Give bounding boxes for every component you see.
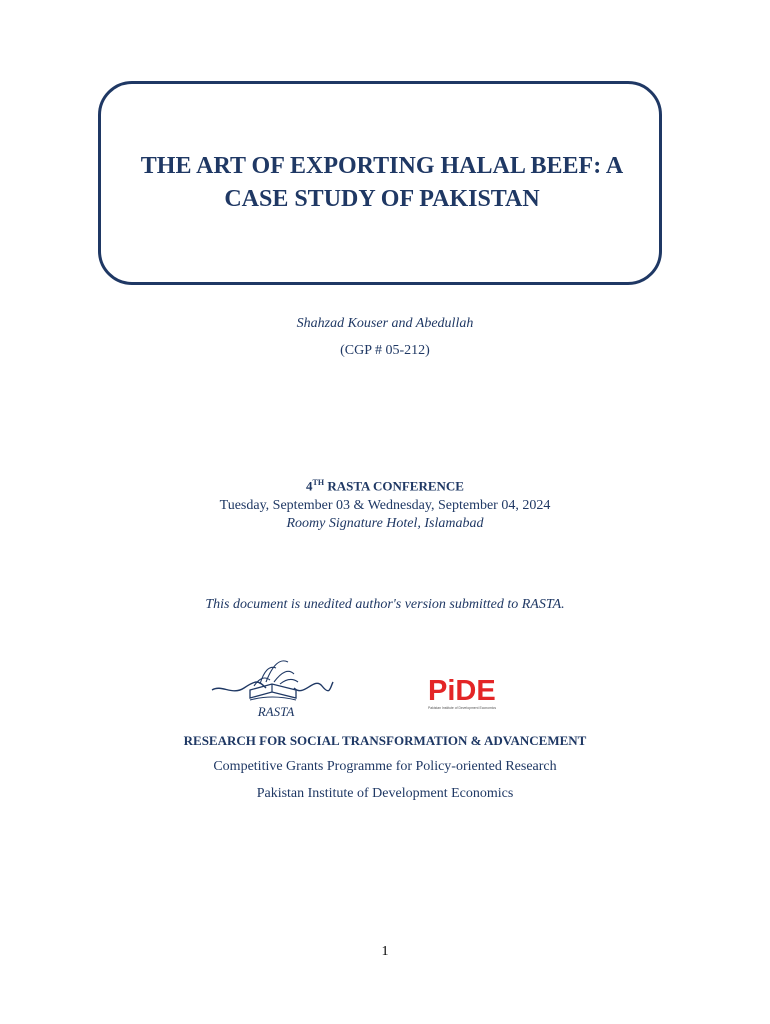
conference-venue: Roomy Signature Hotel, Islamabad	[286, 516, 484, 531]
rasta-logo	[210, 654, 335, 720]
conference-ordinal-number: 4	[306, 478, 313, 494]
organization-name: RESEARCH FOR SOCIAL TRANSFORMATION & ADVANCEMENT	[183, 733, 587, 748]
institute-name: Pakistan Institute of Development Economics	[256, 786, 514, 801]
conference-ordinal-suffix: TH	[312, 478, 325, 487]
rasta-logo-text: RASTA	[257, 704, 295, 719]
conference-title	[0, 478, 770, 494]
programme-name: Competitive Grants Programme for Policy-oriented Research	[213, 759, 557, 774]
conference-dates: Tuesday, September 03 & Wednesday, September 04, 2024	[219, 498, 551, 513]
authors: Shahzad Kouser and Abedullah	[296, 316, 474, 331]
pide-logo	[426, 672, 504, 712]
pide-logo-subtitle: Pakistan Institute of Development Economics	[428, 706, 497, 710]
page-number: 1	[381, 944, 389, 959]
disclaimer: This document is unedited author's version submitted to RASTA.	[205, 597, 565, 612]
document-title: THE ART OF EXPORTING HALAL BEEF: A CASE STUDY OF PAKISTAN	[140, 153, 624, 212]
conference-name: RASTA CONFERENCE	[327, 478, 464, 494]
pide-logo-text: PiDE	[428, 675, 496, 707]
grant-code: (CGP # 05-212)	[340, 343, 430, 358]
